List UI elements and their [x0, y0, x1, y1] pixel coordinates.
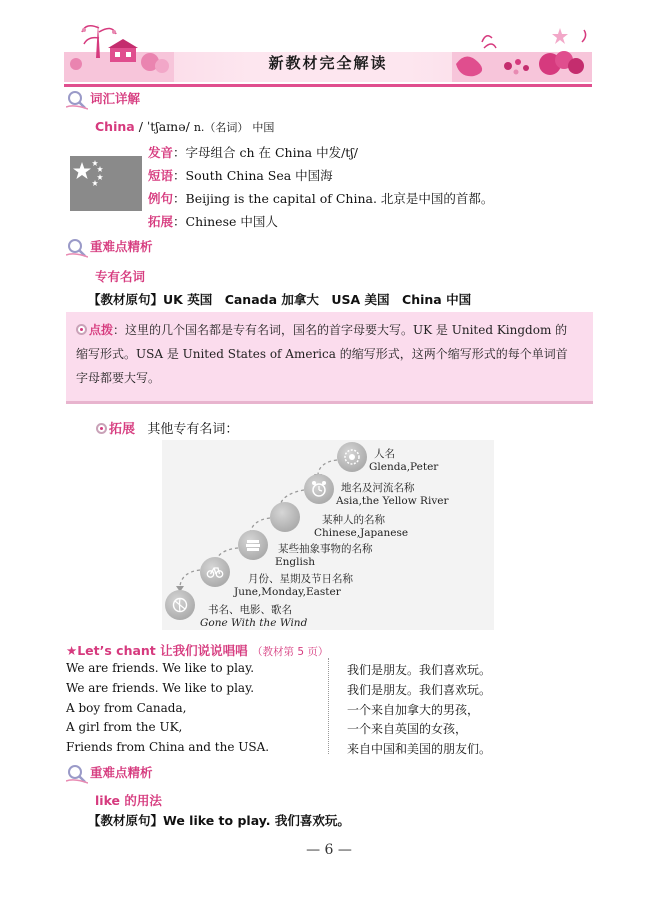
proper-nouns-source: 【教材原句】UK 英国 Canada 加拿大 USA 美国 China 中国 — [88, 292, 472, 307]
vocab-pos: n.（名词） — [193, 121, 249, 134]
diagram-category: 某种人的名称 — [322, 514, 385, 526]
chant-line-cn: 一个来自加拿大的男孩， — [347, 703, 480, 717]
vocab-row-phrase — [148, 166, 333, 184]
diagram-example: Glenda,Peter — [369, 461, 439, 473]
tip-label: 点拨 — [89, 323, 114, 337]
extension-line — [96, 418, 238, 437]
chant-line-cn: 一个来自英国的女孩， — [347, 722, 468, 736]
diagram-category: 月份、星期及节日名称 — [248, 573, 353, 585]
chant-heading — [66, 641, 328, 659]
section-vocab-title: 词汇详解 — [90, 91, 141, 106]
chant-title: ★Let’s chant 让我们说说唱唱 — [66, 643, 248, 658]
diagram-example: English — [275, 556, 316, 568]
section-key-points-title: 重难点精析 — [90, 239, 153, 254]
page-number: — 6 — — [306, 842, 352, 858]
chant-line-cn: 来自中国和美国的朋友们。 — [347, 742, 492, 756]
vocab-row-pronunciation — [148, 143, 358, 161]
chant-line-en: A boy from Canada, — [66, 701, 187, 715]
bullet-icon — [96, 423, 107, 434]
section-key-points-heading — [66, 237, 153, 258]
vocab-row-text: ：South China Sea 中国海 — [173, 168, 333, 183]
vocab-row-text: ：Chinese 中国人 — [173, 214, 278, 229]
header-rule — [64, 84, 592, 87]
vocab-meaning: 中国 — [252, 121, 275, 134]
blank-icon — [270, 502, 300, 532]
chant-line-cn: 我们是朋友。我们喜欢玩。 — [347, 683, 492, 697]
diagram-category: 人名 — [374, 448, 395, 460]
section-key-points-heading-2 — [66, 763, 153, 784]
chant-page-ref: （教材第 5 页） — [252, 646, 329, 658]
vocab-row-example — [148, 189, 493, 207]
extension-text: 其他专有名词： — [147, 422, 239, 437]
vocab-entry — [95, 119, 274, 135]
proper-nouns-subtitle: 专有名词 — [95, 269, 146, 284]
chant-line-cn: 我们是朋友。我们喜欢玩。 — [347, 663, 492, 677]
diagram-example: Asia,the Yellow River — [336, 495, 449, 507]
vocab-row-label: 拓展 — [148, 214, 174, 229]
china-flag-icon — [70, 156, 142, 211]
extension-label: 拓展 — [109, 422, 136, 437]
bullet-icon — [76, 324, 87, 335]
page-header — [64, 18, 592, 82]
vocab-phonetic: / ˈtʃaɪnə/ — [138, 119, 190, 134]
magnifier-icon — [66, 90, 88, 110]
chant-line-en: We are friends. We like to play. — [66, 681, 255, 695]
vocab-row-extension — [148, 212, 278, 230]
ball-icon — [165, 590, 195, 620]
vocab-row-text: ：Beijing is the capital of China. 北京是中国的首都。 — [173, 191, 494, 206]
badge-icon — [337, 442, 367, 472]
vocab-word: China — [95, 119, 135, 134]
book-stack-icon — [238, 530, 268, 560]
clock-icon — [304, 474, 334, 504]
chant-line-en: We are friends. We like to play. — [66, 661, 255, 675]
section-key-points-title: 重难点精析 — [90, 765, 153, 780]
diagram-category: 某些抽象事物的名称 — [278, 543, 373, 555]
vocab-row-text: ：字母组合 ch 在 China 中发/tʃ/ — [173, 145, 358, 160]
vocab-row-label: 短语 — [148, 168, 174, 183]
magnifier-icon — [66, 238, 88, 258]
chant-line-en: A girl from the UK, — [66, 720, 183, 734]
vocab-row-label: 发音 — [148, 145, 174, 160]
diagram-example: Gone With the Wind — [200, 617, 308, 629]
diagram-category: 地名及河流名称 — [341, 482, 415, 494]
proper-nouns-diagram — [162, 440, 494, 630]
diagram-category: 书名、电影、歌名 — [208, 604, 292, 616]
chant-line-en: Friends from China and the USA. — [66, 740, 270, 754]
diagram-example: Chinese,Japanese — [314, 527, 409, 539]
diagram-example: June,Monday,Easter — [234, 586, 341, 598]
tip-box — [66, 312, 593, 404]
like-usage-subtitle: like 的用法 — [95, 793, 162, 808]
section-vocab-heading — [66, 89, 140, 110]
like-usage-source: 【教材原句】We like to play. 我们喜欢玩。 — [88, 813, 350, 828]
chant-divider — [328, 658, 329, 754]
tip-paragraph — [76, 318, 579, 390]
magnifier-icon — [66, 764, 88, 784]
bicycle-icon — [200, 557, 230, 587]
header-title: 新教材完全解读 — [268, 54, 388, 72]
vocab-row-label: 例句 — [148, 191, 174, 206]
tip-text: ：这里的几个国名都是专有名词，国名的首字母要大写。UK 是 United Kingdom 的缩写形式。USA 是 United States of America 的缩写形式，这两个缩写形式的每个单词首字母都要大写。 — [76, 323, 568, 385]
